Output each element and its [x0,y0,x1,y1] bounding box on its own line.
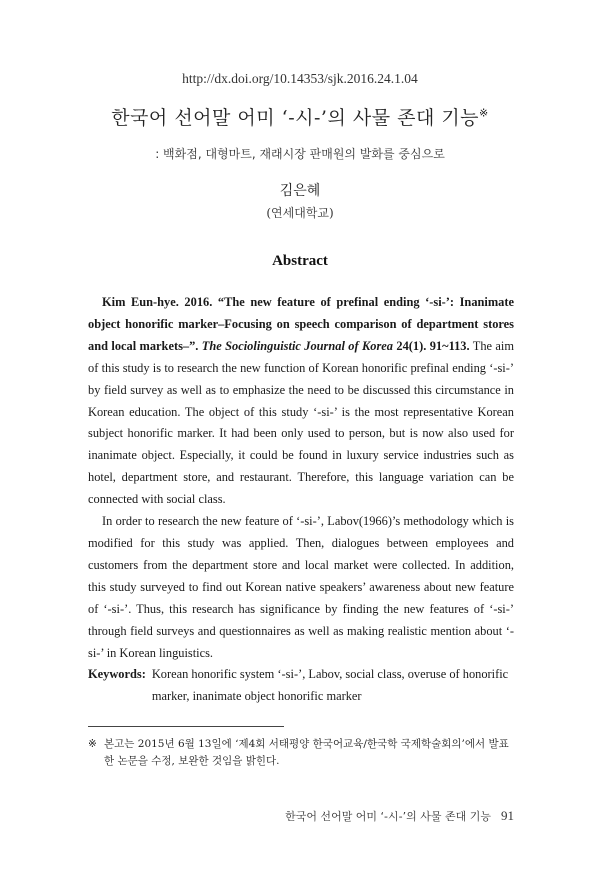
footnote-text: 본고는 2015년 6월 13일에 ‘제4회 서태평양 한국어교육/한국학 국제학술회의’에서 발표한 논문을 수정, 보완한 것임을 밝힌다. [104,738,509,767]
running-footer [285,808,514,824]
citation-text: Kim Eun-hye. 2016. “The new feature of prefinal ending ‘-si-’: Inanimate object honorific marker–Focusing on speech comparison of department stores and local markets–”. [88,295,514,353]
author-name: 김은혜 [279,183,321,199]
title-text: 한국어 선어말 어미 ‘-시-’의 사물 존대 기능 [111,107,480,129]
page-number: 91 [501,808,514,823]
abstract-heading: Abstract [272,253,328,269]
keywords-block [88,664,514,708]
keywords-text: Korean honorific system ‘-si-’, Labov, social class, overuse of honorific marker, inanimate object honorific marker [151,667,509,704]
abstract-body [88,292,514,708]
footnote [88,736,514,770]
citation-volume: 24(1). 91~113. [396,338,470,353]
abstract-paragraph-2: In order to research the new feature of ‘-si-’, Labov(1966)’s methodology which is modified for this study was applied. Then, dialogues between employees and customers from the department store and local market were collected. In addition, this study surveyed to find out Korean native speakers’ awareness about new feature of ‘-si-’. Thus, this research has significance by finding the new features of ‘-si-’ through field surveys and questionnaires as well as making realistic mention about ‘-si-’ in Korean linguistics. [88,514,514,660]
running-title: 한국어 선어말 어미 ‘-시-’의 사물 존대 기능 [285,810,491,823]
footnote-divider [88,726,284,727]
title-footnote-mark: ※ [479,106,489,120]
doi-link[interactable]: http://dx.doi.org/10.14353/sjk.2016.24.1.04 [182,71,418,86]
paper-title [0,103,600,130]
abstract-paragraph-1 [88,292,514,511]
author-affiliation: (연세대학교) [266,206,334,220]
citation-journal: The Sociolinguistic Journal of Korea [201,338,393,353]
footnote-mark: ※ [88,738,97,750]
paragraph-1-text: The aim of this study is to research the new function of Korean honorific prefinal ending ‘-si-’ by field survey as well as to emphasize the need to be discussed this circumstance in Korean education. The object of this study ‘-si-’ is the most representative Korean subject honorific marker. It had been only used to person, but is now also used for inanimate object. Especially, it could be found in luxury service industries such as hotel, department store, and restaurant. Therefore, this language variation can be connected with social class. [88,338,514,507]
paper-subtitle: : 백화점, 대형마트, 재래시장 판매원의 발화를 중심으로 [155,147,445,161]
keywords-label: Keywords: [88,667,146,682]
